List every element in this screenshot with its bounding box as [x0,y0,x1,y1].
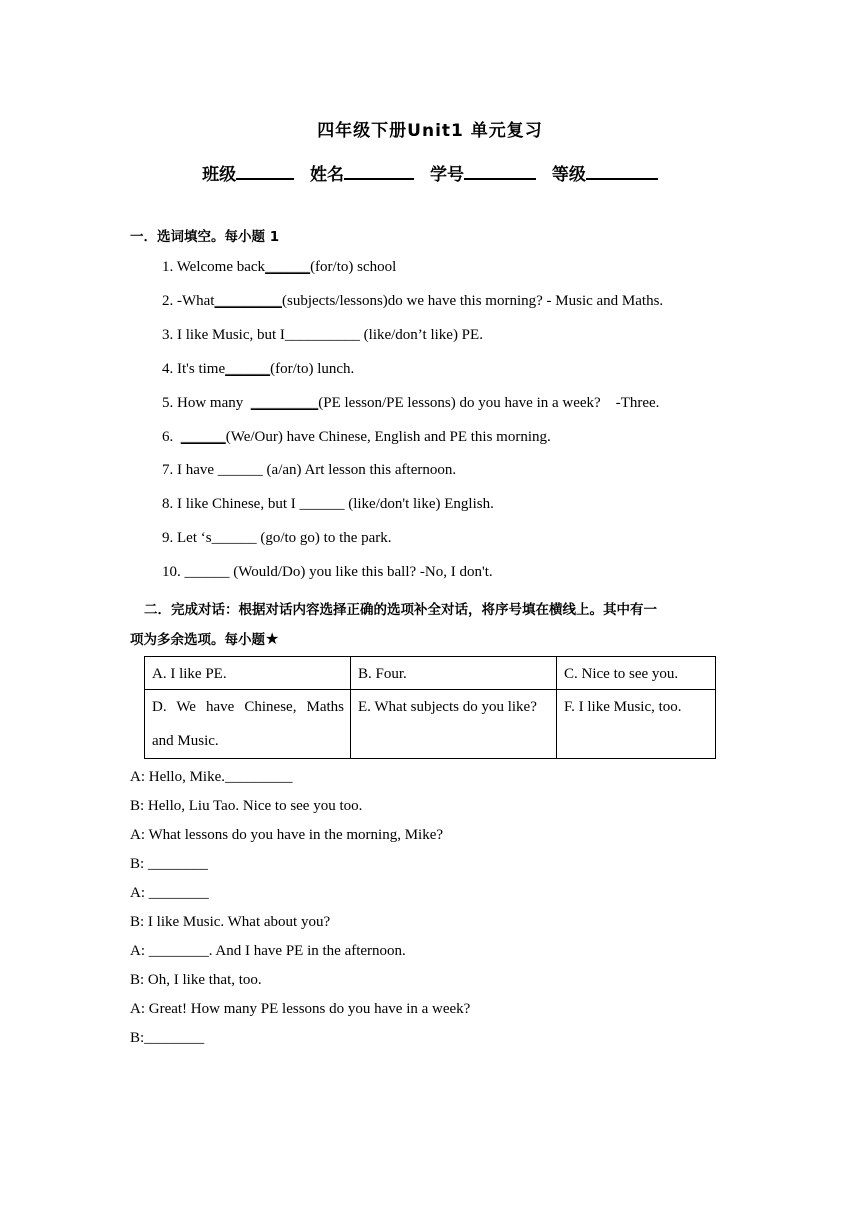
number-blank[interactable] [464,162,536,180]
answer-blank[interactable]: ______ [225,361,271,377]
question-7: 7. I have ______ (a/an) Art lesson this afternoon. [162,462,457,478]
option-e: E. What subjects do you like? [351,690,557,759]
dialogue-line: A: Great! How many PE lessons do you have in a week? [130,1001,471,1017]
dialogue-line: A: Hello, Mike._________ [130,769,293,785]
class-label: 班级 [202,165,237,185]
question-4: 4. It's time______(for/to) lunch. [162,361,355,377]
question-6: 6. ______(We/Our) have Chinese, English and PE this morning. [162,429,551,445]
class-blank[interactable] [236,162,294,180]
options-table [144,656,716,759]
dialogue-line: B: Oh, I like that, too. [130,972,262,988]
student-info-line [0,160,860,185]
question-9: 9. Let ‘s______ (go/to go) to the park. [162,530,392,546]
grade-blank[interactable] [586,162,658,180]
section1-heading: 一．选词填空。每小题 1 [130,229,280,245]
dialogue-line: A: What lessons do you have in the morning, Mike? [130,827,444,843]
grade-label: 等级 [551,165,586,185]
option-c: C. Nice to see you. [557,657,716,690]
dialogue-line: A: ________ [130,885,209,901]
page-title: 四年级下册Unit1 单元复习 [317,121,543,141]
section2-heading-line1: 二．完成对话：根据对话内容选择正确的选项补全对话，将序号填在横线上。其中有一 [144,602,657,618]
dialogue-line: B: Hello, Liu Tao. Nice to see you too. [130,798,363,814]
answer-blank[interactable]: ______ [265,259,311,275]
dialogue-line: A: ________. And I have PE in the afternoon. [130,943,406,959]
dialogue-line: B: ________ [130,856,208,872]
dialogue-line: B: I like Music. What about you? [130,914,331,930]
question-2: 2. -What_________(subjects/lessons)do we have this morning? - Music and Maths. [162,293,664,309]
option-b: B. Four. [351,657,557,690]
section2-heading-line2: 项为多余选项。每小题★ [130,629,280,648]
question-8: 8. I like Chinese, but I ______ (like/don't like) English. [162,496,494,512]
option-f: F. I like Music, too. [557,690,716,759]
option-a: A. I like PE. [145,657,351,690]
black-star-icon: ★ [265,629,280,648]
name-label: 姓名 [310,165,345,185]
dialogue-line: B:________ [130,1030,205,1046]
question-5: 5. How many _________(PE lesson/PE lessons) do you have in a week? -Three. [162,395,660,411]
answer-blank[interactable]: ______ [180,429,226,445]
option-d: D. We have Chinese, Maths and Music. [145,690,351,759]
question-10: 10. ______ (Would/Do) you like this ball? -No, I don't. [162,564,493,580]
number-label: 学号 [429,165,464,185]
answer-blank[interactable]: _________ [250,395,319,411]
name-blank[interactable] [344,162,414,180]
question-1: 1. Welcome back______(for/to) school [162,259,397,275]
question-3: 3. I like Music, but I__________ (like/don’t like) PE. [162,327,483,343]
answer-blank[interactable]: _________ [214,293,282,309]
